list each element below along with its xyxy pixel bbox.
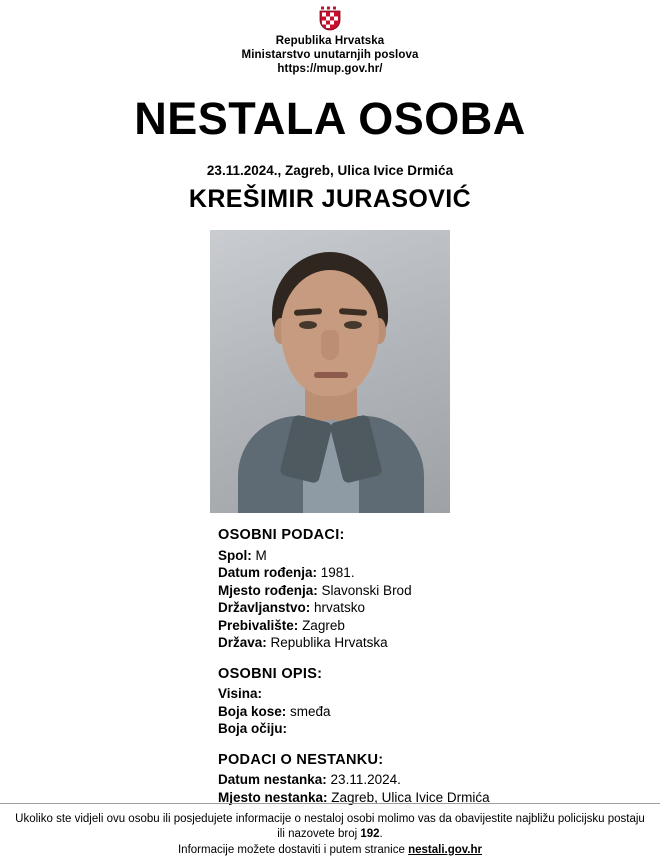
photo-eye-left bbox=[299, 321, 317, 329]
header-ministry: Ministarstvo unutarnjih poslova bbox=[241, 49, 419, 61]
field-label: Prebivalište: bbox=[218, 617, 299, 633]
field-value: 23.11.2024. bbox=[330, 772, 401, 787]
incident-date-place: 23.11.2024., Zagreb, Ulica Ivice Drmića bbox=[206, 163, 454, 178]
field-label: Datum nestanka: bbox=[218, 772, 327, 787]
field-drzavljanstvo bbox=[218, 599, 638, 617]
field-boja-ociju bbox=[218, 720, 638, 738]
field-label: Boja očiju: bbox=[218, 721, 288, 736]
field-value: Zagreb bbox=[302, 617, 345, 633]
field-label: Država: bbox=[218, 635, 267, 650]
photo-eye-right bbox=[344, 321, 362, 329]
field-value: hrvatsko bbox=[314, 600, 366, 615]
field-value: Zagreb, Ulica Ivice Drmića bbox=[331, 789, 490, 805]
section-heading-personal-data: OSOBNI PODACI: bbox=[218, 527, 345, 543]
photo-nose bbox=[321, 330, 339, 360]
footer-text-1: Ukoliko ste vidjeli ovu osobu ili posjedujete informacije o nestaloj osobi molimo vas da obavijestite najbližu policijsku postaju ili nazovete broj bbox=[15, 812, 645, 840]
field-value: Slavonski Brod bbox=[321, 582, 412, 598]
footer-text-3: Informacije možete dostaviti i putem stranice bbox=[177, 843, 409, 856]
photo-mouth bbox=[314, 372, 348, 378]
footer-link-nestali[interactable]: nestali.gov.hr bbox=[408, 843, 483, 856]
field-label: Državljanstvo: bbox=[218, 600, 311, 615]
header-url[interactable]: https://mup.gov.hr/ bbox=[277, 63, 383, 75]
poster-header bbox=[0, 0, 660, 76]
coat-of-arms-icon bbox=[313, 6, 347, 32]
field-value: 1981. bbox=[320, 565, 355, 580]
field-prebivaliste bbox=[218, 617, 638, 635]
field-drzava bbox=[218, 634, 638, 652]
field-visina bbox=[218, 685, 638, 703]
missing-person-photo bbox=[210, 230, 450, 513]
header-country: Republika Hrvatska bbox=[275, 35, 385, 47]
footer-website-line bbox=[14, 843, 646, 859]
field-value: smeđa bbox=[290, 703, 331, 719]
poster-footer bbox=[0, 803, 660, 868]
section-heading-personal-description: OSOBNI OPIS: bbox=[218, 665, 323, 682]
field-mjesto-rodenja bbox=[218, 582, 638, 600]
section-heading-disappearance-data: PODACI O NESTANKU: bbox=[218, 751, 384, 768]
field-value: Republika Hrvatska bbox=[270, 635, 388, 650]
field-label: Mjesto rođenja: bbox=[218, 582, 318, 598]
footer-contact-line bbox=[14, 812, 646, 843]
field-datum-nestanka bbox=[218, 771, 638, 789]
footer-phone: 192 bbox=[360, 828, 380, 840]
field-label: Boja kose: bbox=[218, 703, 287, 719]
details-panel bbox=[218, 527, 638, 806]
person-name: KREŠIMIR JURASOVIĆ bbox=[188, 185, 472, 213]
page-title: NESTALA OSOBA bbox=[134, 93, 526, 144]
field-spol bbox=[218, 547, 638, 565]
field-datum-rodenja bbox=[218, 564, 638, 582]
field-label: Mjesto nestanka: bbox=[218, 789, 328, 805]
footer-text-2: . bbox=[379, 828, 383, 840]
field-label: Datum rođenja: bbox=[218, 565, 318, 580]
field-value: M bbox=[255, 547, 267, 563]
field-label: Visina: bbox=[218, 686, 263, 701]
field-label: Spol: bbox=[218, 547, 252, 563]
field-boja-kose bbox=[218, 703, 638, 721]
